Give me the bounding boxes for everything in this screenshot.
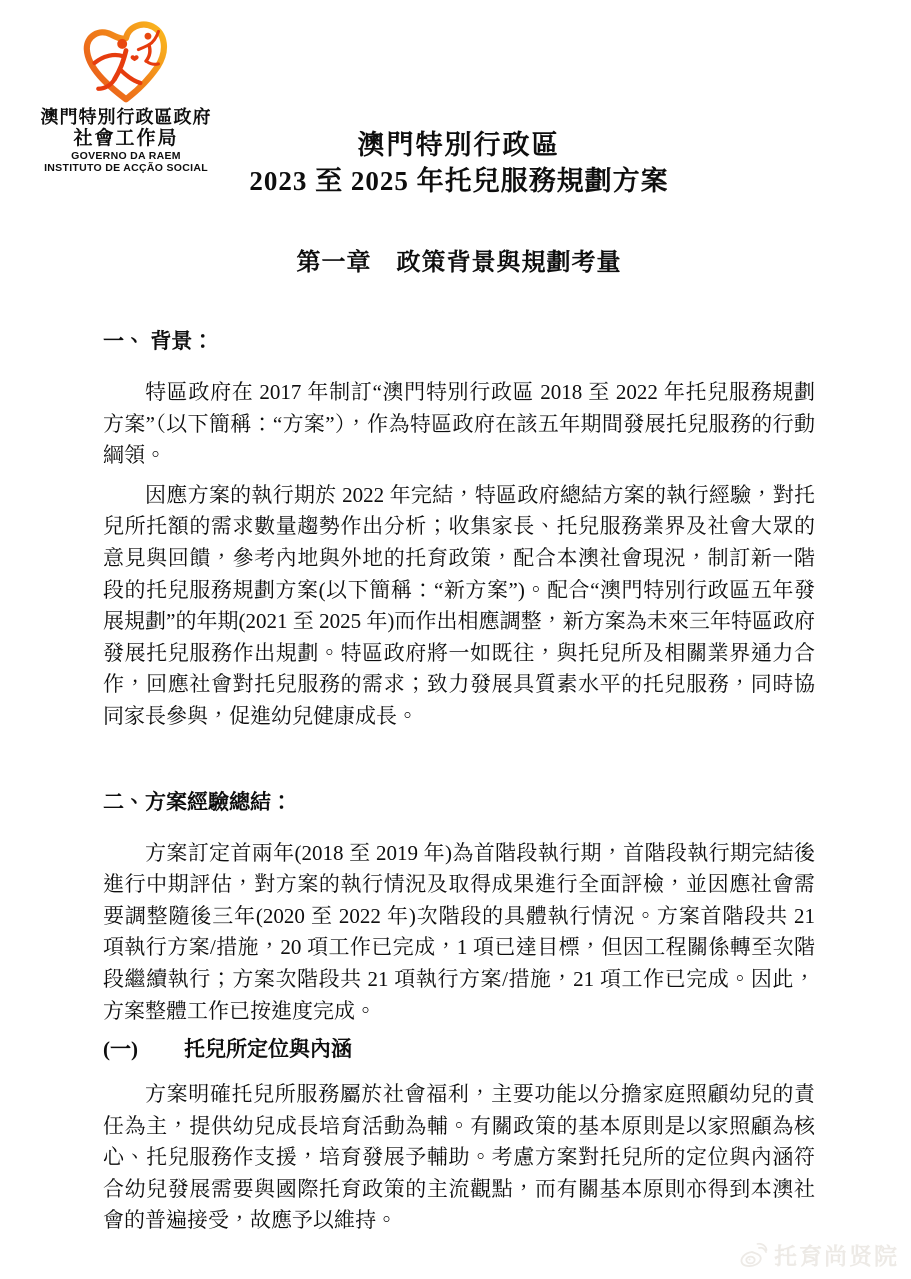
document-title (103, 128, 815, 199)
org-name-zh-line2: 社會工作局 (73, 128, 179, 149)
subsection-1-number: (一) (103, 1037, 138, 1062)
section-2-heading: 二、方案經驗總結： (103, 789, 292, 814)
heart-figures-logo-icon (78, 20, 174, 104)
subsection-1-heading (103, 1035, 815, 1063)
org-name-zh-line1: 澳門特別行政區政府 (40, 107, 212, 127)
org-name-pt-line1: GOVERNO DA RAEM (71, 150, 181, 162)
section-1-heading: 一、 背景： (103, 329, 214, 353)
document-title-line1: 澳門特別行政區 (357, 130, 561, 160)
weibo-icon (739, 1242, 769, 1268)
section-1-paragraph-1: 特區政府在 2017 年制訂“澳門特別行政區 2018 至 2022 年托兒服務規劃方案”（以下簡稱：“方案”），作為特區政府在該五年期間發展托兒服務的行動綱領。 (103, 380, 815, 468)
watermark-label: 托育尚贤院 (774, 1243, 899, 1269)
page-header (0, 0, 911, 327)
chapter-heading: 第一章 政策背景與規劃考量 (296, 250, 622, 276)
document-body (103, 327, 815, 1245)
subsection-1-title: 托兒所定位與內涵 (184, 1037, 352, 1062)
org-name-pt-line2: INSTITUTO DE ACÇÃO SOCIAL (44, 162, 208, 174)
section-2-paragraph-1: 方案訂定首兩年(2018 至 2019 年)為首階段執行期，首階段執行期完結後進行中期評估，對方案的執行情況及取得成果進行全面評檢，並因應社會需要調整隨後三年(2020 至 2022 年)次階段的具體執行情況。方案首階段共 21 項執行方案/措施，20 項工作已完成，1 項已達目標，但因工程關係轉至次階段繼續執行；方案次階段共 21 項執行方案/措施，21 項工作已完成。因此，方案整體工作已按進度完成。 (103, 840, 815, 1023)
document-title-line2: 2023 至 2025 年托兒服務規劃方案 (249, 166, 669, 196)
section-1-paragraph-2: 因應方案的執行期於 2022 年完結，特區政府總結方案的執行經驗，對托兒所托額的需求數量趨勢作出分析；收集家長、托兒服務業界及社會大眾的意見與回饋，參考內地與外地的托育政策，配合本澳社會現況，制訂新一階段的托兒服務規劃方案(以下簡稱：“新方案”)。配合“澳門特別行政區五年發展規劃”的年期(2021 至 2025 年)而作出相應調整，新方案為未來三年特區政府發展托兒服務作出規劃。特區政府將一如既往，與托兒所及相關業界通力合作，回應社會對托兒服務的需求；致力發展具質素水平的托兒服務，同時協同家長參與，促進幼兒健康成長。 (103, 482, 815, 728)
subsection-1-paragraph-1: 方案明確托兒所服務屬於社會福利，主要功能以分擔家庭照顧幼兒的責任為主，提供幼兒成長培育活動為輔。有關政策的基本原則是以家照顧為核心、托兒服務作支援，培育發展予輔助。考慮方案對托兒所的定位與內涵符合幼兒發展需要與國際托育政策的主流觀點，而有關基本原則亦得到本澳社會的普遍接受，故應予以維持。 (103, 1082, 815, 1233)
weibo-watermark (739, 1238, 899, 1271)
